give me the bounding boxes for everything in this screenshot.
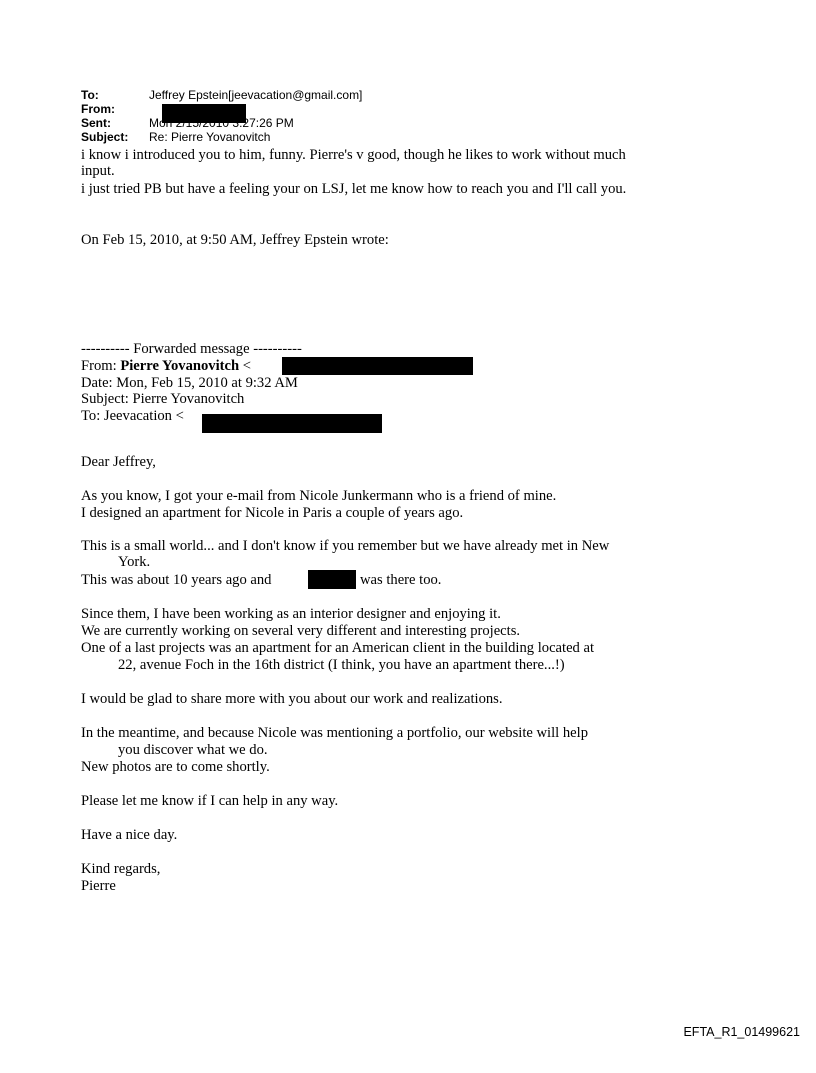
- body-line: Have a nice day.: [81, 827, 178, 843]
- body-line: We are currently working on several very different and interesting projects.: [81, 623, 521, 639]
- reply-line: i know i introduced you to him, funny. Pierre's v good, though he likes to work without much: [81, 147, 626, 163]
- body-line: Please let me know if I can help in any way.: [81, 793, 339, 809]
- body-line: I designed an apartment for Nicole in Paris a couple of years ago.: [81, 505, 464, 521]
- body-line: New photos are to come shortly.: [81, 759, 270, 775]
- body-line: York.: [118, 554, 151, 570]
- closing: Kind regards,: [81, 861, 161, 877]
- body-line: you discover what we do.: [118, 742, 268, 758]
- forward-date: Date: Mon, Feb 15, 2010 at 9:32 AM: [81, 375, 298, 391]
- header-from: From:: [81, 102, 115, 116]
- body-line: One of a last projects was an apartment for an American client in the building located at: [81, 640, 595, 656]
- reply-line: i just tried PB but have a feeling your on LSJ, let me know how to reach you and I'll call you.: [81, 181, 627, 197]
- header-to: To: Jeffrey Epstein[jeevacation@gmail.com]: [81, 88, 363, 102]
- redaction: [282, 357, 473, 375]
- redaction: [202, 414, 382, 433]
- redaction: [308, 570, 356, 589]
- bates-number: EFTA_R1_01499621: [683, 1025, 800, 1039]
- forward-subject: Subject: Pierre Yovanovitch: [81, 391, 245, 407]
- reply-line: input.: [81, 163, 115, 179]
- quote-intro: On Feb 15, 2010, at 9:50 AM, Jeffrey Epstein wrote:: [81, 232, 389, 248]
- forward-banner: ---------- Forwarded message ----------: [81, 341, 302, 357]
- forward-to: To: Jeevacation <: [81, 408, 184, 424]
- header-subject: Subject: Re: Pierre Yovanovitch: [81, 130, 271, 144]
- greeting: Dear Jeffrey,: [81, 454, 156, 470]
- body-line: In the meantime, and because Nicole was mentioning a portfolio, our website will help: [81, 725, 588, 741]
- body-line: Since them, I have been working as an interior designer and enjoying it.: [81, 606, 501, 622]
- body-line: This was about 10 years ago and: [81, 572, 272, 588]
- body-line: As you know, I got your e-mail from Nicole Junkermann who is a friend of mine.: [81, 488, 557, 504]
- body-line: was there too.: [360, 572, 442, 588]
- forward-from: From: Pierre Yovanovitch <: [81, 358, 251, 374]
- signature: Pierre: [81, 878, 116, 894]
- header-sent: Sent: Mon 2/15/2010 3:27:26 PM: [81, 116, 294, 130]
- body-line: 22, avenue Foch in the 16th district (I think, you have an apartment there...!): [118, 657, 565, 673]
- body-line: I would be glad to share more with you about our work and realizations.: [81, 691, 503, 707]
- body-line: This is a small world... and I don't know if you remember but we have already met in New: [81, 538, 610, 554]
